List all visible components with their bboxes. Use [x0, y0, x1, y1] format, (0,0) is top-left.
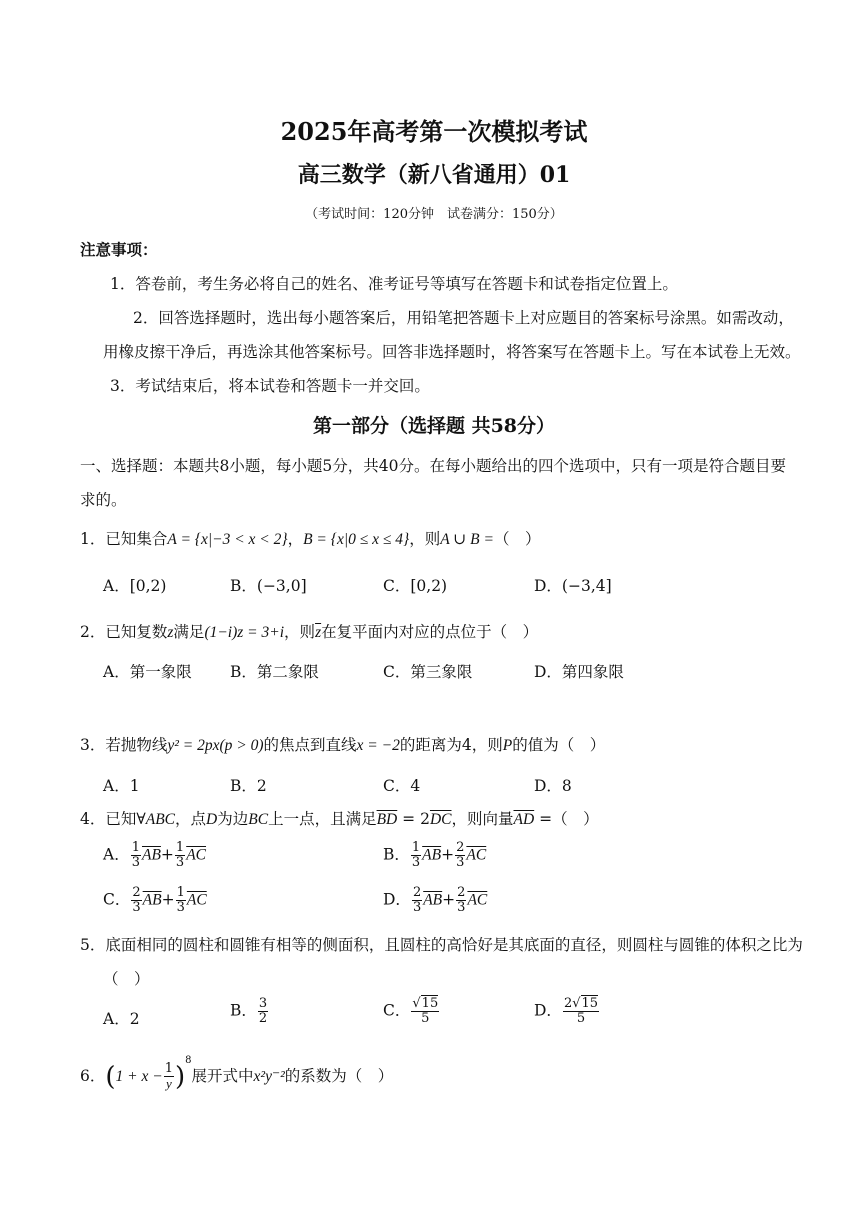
q4-text-f: =（ ）: [534, 810, 599, 828]
q3-text-b: 的焦点到直线: [263, 736, 357, 754]
frac-num: 2: [132, 885, 141, 900]
q6-frac: [164, 1062, 174, 1092]
page-subtitle: 高三数学（新八省通用）01: [297, 162, 571, 188]
q4-vector-ad: $\overline{AD}$: [513, 811, 535, 828]
notice-heading: 注意事项：: [80, 240, 158, 259]
q6-power: 8: [185, 1055, 192, 1066]
q2-text-a: 2．已知复数: [80, 623, 168, 641]
q3-parabola: y² = 2px(p > 0): [167, 737, 264, 754]
q4-text-b: ，点: [175, 810, 207, 828]
q4-point-d: D: [206, 811, 218, 828]
q3-text-d: 的值为（ ）: [512, 736, 606, 754]
q4-edge-bc: BC: [248, 811, 269, 828]
q4-option-d: [383, 886, 487, 915]
frac-num: √15: [412, 996, 439, 1011]
frac-num: 1: [176, 885, 185, 900]
q4-d-coef-1: [412, 886, 422, 915]
q6-number: 6．: [80, 1067, 106, 1085]
frac-den: 2: [258, 1011, 268, 1026]
q5-option-d-frac: [563, 997, 599, 1026]
frac-den: 5: [421, 1011, 430, 1026]
q5-option-c-frac: [411, 997, 439, 1026]
q5-option-a-label: A．: [103, 1010, 130, 1028]
frac-den: 3: [132, 900, 141, 915]
q2-option-d: D．第四象限: [534, 663, 624, 681]
q3-line: x = −2: [356, 737, 400, 754]
q5-option-a-value: 2: [129, 1010, 140, 1028]
q1-set-a: A = {x|−3 < x < 2}: [167, 531, 288, 548]
frac-den: 3: [457, 900, 466, 915]
q4-option-c: [103, 886, 207, 915]
q3-p: P: [502, 737, 513, 754]
page-title: 2025年高考第一次模拟考试: [280, 117, 588, 146]
q2-option-b: B．第二象限: [230, 663, 319, 681]
q2-option-a: A．第一象限: [103, 663, 192, 681]
q4-text-d: 上一点，且满足: [268, 810, 377, 828]
question-5-stem: 5．底面相同的圆柱和圆锥有相等的侧面积，且圆柱的高恰好是其底面的直径，则圆柱与圆锥的体积之比为: [80, 936, 803, 954]
q4-b-coef-1: [411, 841, 421, 870]
q1-option-c: C．[0,2): [383, 577, 448, 595]
frac-den: [164, 1077, 174, 1092]
vector-ac: $\overline{AC}$: [467, 891, 488, 909]
q4-eq-mid: = 2: [397, 810, 430, 828]
frac-den: 5: [576, 1011, 586, 1026]
vector-ac: $\overline{AC}$: [186, 846, 207, 864]
q2-text-d: 在复平面内对应的点位于（ ）: [321, 623, 539, 641]
q2-z-conjugate: $\overline{z}$: [315, 624, 322, 641]
plus-sign: +: [161, 890, 175, 909]
notice-item-1: 1．答卷前，考生务必将自己的姓名、准考证号等填写在答题卡和试卷指定位置上。: [110, 275, 678, 293]
q5-option-d-label: D．: [534, 1001, 562, 1020]
notice-item-2: 2．回答选择题时，选出每小题答案后，用铅笔把答题卡上对应题目的答案标号涂黑。如需改动，: [133, 309, 794, 327]
q4-c-coef-1: [131, 886, 141, 915]
q1-option-d: D．(−3,4]: [534, 577, 612, 595]
frac-den: 3: [456, 855, 465, 870]
q4-d-coef-2: [456, 886, 466, 915]
q5-option-b: [230, 997, 269, 1026]
sqrt-radicand: 15: [421, 996, 439, 1011]
frac-den: 3: [175, 855, 185, 870]
q4-a-coef-1: [131, 841, 141, 870]
q3-option-b: B．2: [230, 777, 267, 795]
q4-b-coef-2: [455, 841, 465, 870]
q6-right-paren: ): [175, 1062, 186, 1092]
section-intro-line2: 求的。: [80, 491, 127, 509]
frac-den: 3: [131, 855, 140, 870]
q1-union: A ∪ B =: [440, 531, 494, 548]
q4-triangle: ∀ABC: [136, 811, 176, 828]
frac-den: 3: [411, 855, 421, 870]
q4-text-e: ，则向量: [451, 810, 514, 828]
q1-text-b: ，则: [409, 530, 441, 548]
q5-option-b-frac: [258, 997, 268, 1026]
question-4-stem: [80, 807, 599, 829]
frac-num: 1: [175, 840, 185, 855]
frac-num: 2: [456, 840, 465, 855]
frac-num: 1: [411, 840, 421, 855]
q4-text-c: 为边: [217, 810, 249, 828]
question-1-stem: [80, 527, 540, 549]
q6-expression: 1 + x −: [115, 1068, 163, 1085]
q2-text-b: 满足: [173, 623, 205, 641]
q3-option-c: C．4: [383, 777, 421, 795]
q1-set-b: B = {x|0 ≤ x ≤ 4}: [303, 531, 410, 548]
q4-vector-bd: $\overline{BD}$: [376, 811, 398, 828]
frac-num: 2: [412, 885, 422, 900]
q1-option-a: A．[0,2): [103, 577, 167, 595]
plus-sign: +: [442, 890, 456, 909]
q5-option-b-label: B．: [230, 1001, 257, 1020]
q3-text-c: 的距离为4，则: [399, 736, 503, 754]
question-6-stem: [80, 1055, 393, 1092]
q5-option-c: [383, 997, 440, 1026]
q4-option-d-label: D．: [383, 890, 411, 909]
vector-ab: $\overline{AB}$: [423, 891, 443, 909]
q4-a-coef-2: [175, 841, 185, 870]
vector-ab: $\overline{AB}$: [422, 846, 442, 864]
vector-ac: $\overline{AC}$: [466, 846, 487, 864]
vector-ac: $\overline{AC}$: [186, 891, 207, 909]
q6-term: x²y⁻²: [253, 1068, 285, 1085]
q3-text-a: 3．若抛物线: [80, 736, 168, 754]
q5-paren: （ ）: [103, 970, 150, 988]
q4-option-c-label: C．: [103, 890, 131, 909]
q6-text-a: 展开式中: [191, 1067, 254, 1085]
q5-option-c-label: C．: [383, 1001, 411, 1020]
q4-option-a-label: A．: [103, 845, 130, 864]
q1-sep: ，: [287, 530, 304, 548]
question-3-stem: [80, 733, 605, 755]
q4-option-b-label: B．: [383, 845, 410, 864]
frac-den-var: y: [165, 1076, 172, 1091]
part1-heading: 第一部分（选择题 共58分）: [312, 415, 556, 437]
q4-vector-dc: $\overline{DC}$: [429, 811, 452, 828]
notice-item-3: 3．考试结束后，将本试卷和答题卡一并交回。: [110, 377, 430, 395]
q3-option-a: A．1: [103, 777, 140, 795]
frac-den: 3: [176, 900, 185, 915]
frac-num: 2√15: [563, 996, 599, 1011]
vector-ab: $\overline{AB}$: [142, 891, 162, 909]
q1-text-a: 1．已知集合: [80, 530, 168, 548]
frac-num: 1: [164, 1061, 173, 1076]
q3-option-d: D．8: [534, 777, 572, 795]
q4-option-a: [103, 841, 206, 870]
question-2-stem: [80, 620, 538, 642]
q1-option-b: B．(−3,0]: [230, 577, 307, 595]
q6-left-paren: (: [105, 1062, 116, 1092]
q6-text-b: 的系数为（ ）: [284, 1067, 394, 1085]
q2-z: z: [167, 624, 174, 641]
frac-num: 1: [131, 840, 140, 855]
section-intro-line1: 一、选择题：本题共8小题，每小题5分，共40分。在每小题给出的四个选项中，只有一项是符合题目要: [80, 457, 786, 475]
q5-option-a: [103, 1007, 140, 1029]
sqrt-radicand: 15: [581, 996, 599, 1011]
q2-option-c: C．第三象限: [383, 663, 473, 681]
plus-sign: +: [441, 845, 455, 864]
exam-info: （考试时间：120分钟 试卷满分：150分）: [305, 207, 563, 222]
q1-paren: （ ）: [493, 530, 541, 548]
plus-sign: +: [160, 845, 174, 864]
frac-den: 3: [412, 900, 422, 915]
q2-equation: (1−i)z = 3+i: [204, 624, 285, 641]
q4-text-a: 4．已知: [80, 810, 137, 828]
q4-c-coef-2: [176, 886, 186, 915]
q2-text-c: ，则: [284, 623, 316, 641]
q4-option-b: [383, 841, 486, 870]
notice-item-2-cont: 用橡皮擦干净后，再选涂其他答案标号。回答非选择题时，将答案写在答题卡上。写在本试卷上无效。: [103, 343, 801, 361]
coefficient: 2: [563, 996, 573, 1011]
vector-ab: $\overline{AB}$: [141, 846, 161, 864]
frac-num: 2: [457, 885, 466, 900]
q5-option-d: [534, 997, 600, 1026]
frac-num: 3: [258, 996, 268, 1011]
